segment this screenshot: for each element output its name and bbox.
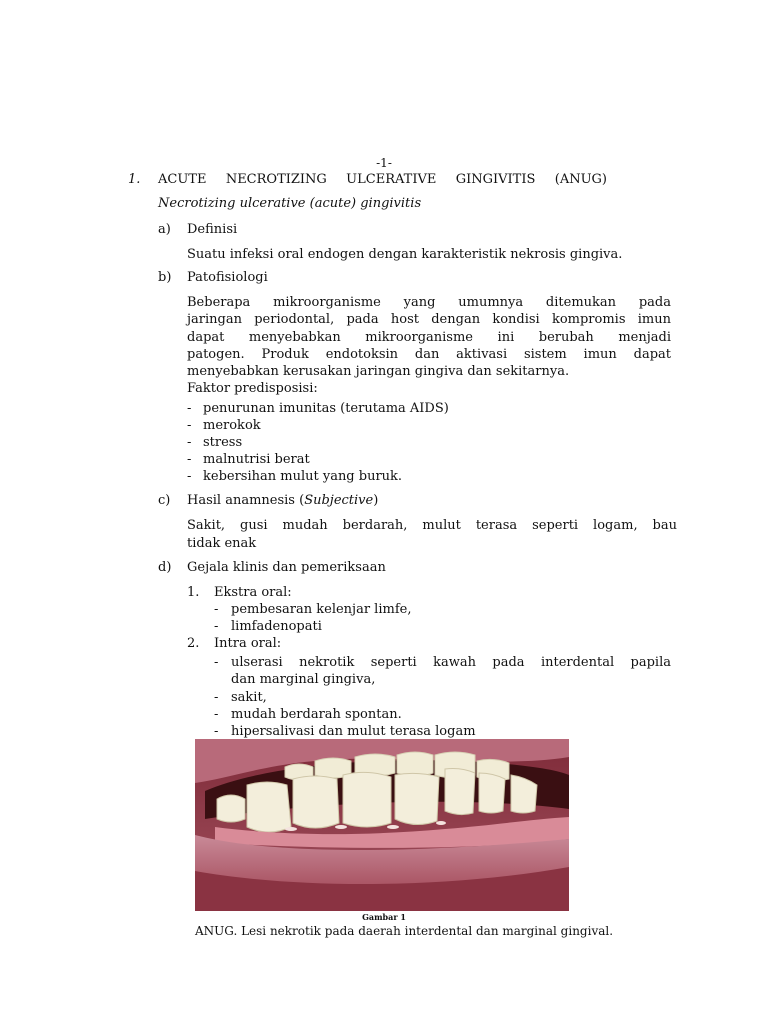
intra-item: sakit, [231,690,267,705]
item-c-line: Sakit, gusi mudah berdarah, mulut terasa seperti logam, bau [187,518,677,533]
item-b-marker: b) [158,270,172,285]
intra-item: hipersalivasi dan mulut terasa logam [231,724,476,739]
intra-item-cont: dan marginal gingiva, [231,672,376,687]
intra-number: 2. [187,636,200,651]
item-b-para-line: patogen. Produk endotoksin dan aktivasi sistem imun dapat [187,347,671,362]
extra-item: pembesaran kelenjar limfe, [231,602,412,617]
extra-bullet: - [214,619,219,634]
factor-item: penurunan imunitas (terutama AIDS) [203,401,449,416]
factor-bullet: - [187,401,192,416]
item-a-text: Suatu infeksi oral endogen dengan karakteristik nekrosis gingiva. [187,247,623,262]
item-b-para-line: Beberapa mikroorganisme yang umumnya ditemukan pada [187,295,671,310]
intra-bullet: - [214,655,219,670]
intra-label: Intra oral: [214,636,282,651]
item-d-heading: Gejala klinis dan pemeriksaan [187,560,386,575]
factor-bullet: - [187,452,192,467]
item-b-para-line: jaringan periodontal, pada host dengan kondisi kompromis imun [187,312,671,327]
item-d-marker: d) [158,560,172,575]
clinical-photo [195,739,569,911]
item-a-heading: Definisi [187,222,238,237]
factor-item: kebersihan mulut yang buruk. [203,469,403,484]
item-b-para-line: dapat menyebabkan mikroorganisme ini berubah menjadi [187,330,671,345]
intra-bullet: - [214,707,219,722]
factor-item: merokok [203,418,261,433]
factor-item: stress [203,435,243,450]
factor-item: malnutrisi berat [203,452,310,467]
intra-bullet: - [214,724,219,739]
section-number: 1. [128,172,141,187]
intra-item: mudah berdarah spontan. [231,707,402,722]
item-b-heading: Patofisiologi [187,270,268,285]
factor-bullet: - [187,418,192,433]
section-title: ACUTE NECROTIZING ULCERATIVE GINGIVITIS (ANUG) [158,172,607,187]
figure-caption: ANUG. Lesi nekrotik pada daerah interdental dan marginal gingival. [195,924,614,938]
page-number: -1- [376,156,392,170]
item-c-heading: Hasil anamnesis (Subjective) [187,493,379,508]
item-a-marker: a) [158,222,171,237]
intra-bullet: - [214,690,219,705]
extra-bullet: - [214,602,219,617]
extra-label: Ekstra oral: [214,585,292,600]
factor-bullet: - [187,435,192,450]
section-subtitle: Necrotizing ulcerative (acute) gingivitis [158,196,422,211]
factor-bullet: - [187,469,192,484]
item-c-line: tidak enak [187,536,257,551]
extra-number: 1. [187,585,200,600]
intra-item: ulserasi nekrotik seperti kawah pada interdental papila [231,655,671,670]
item-b-para-line: menyebabkan kerusakan jaringan gingiva dan sekitarnya. [187,364,570,379]
factor-heading: Faktor predisposisi: [187,381,318,396]
item-c-marker: c) [158,493,171,508]
figure-label: Gambar 1 [362,912,406,922]
extra-item: limfadenopati [231,619,322,634]
